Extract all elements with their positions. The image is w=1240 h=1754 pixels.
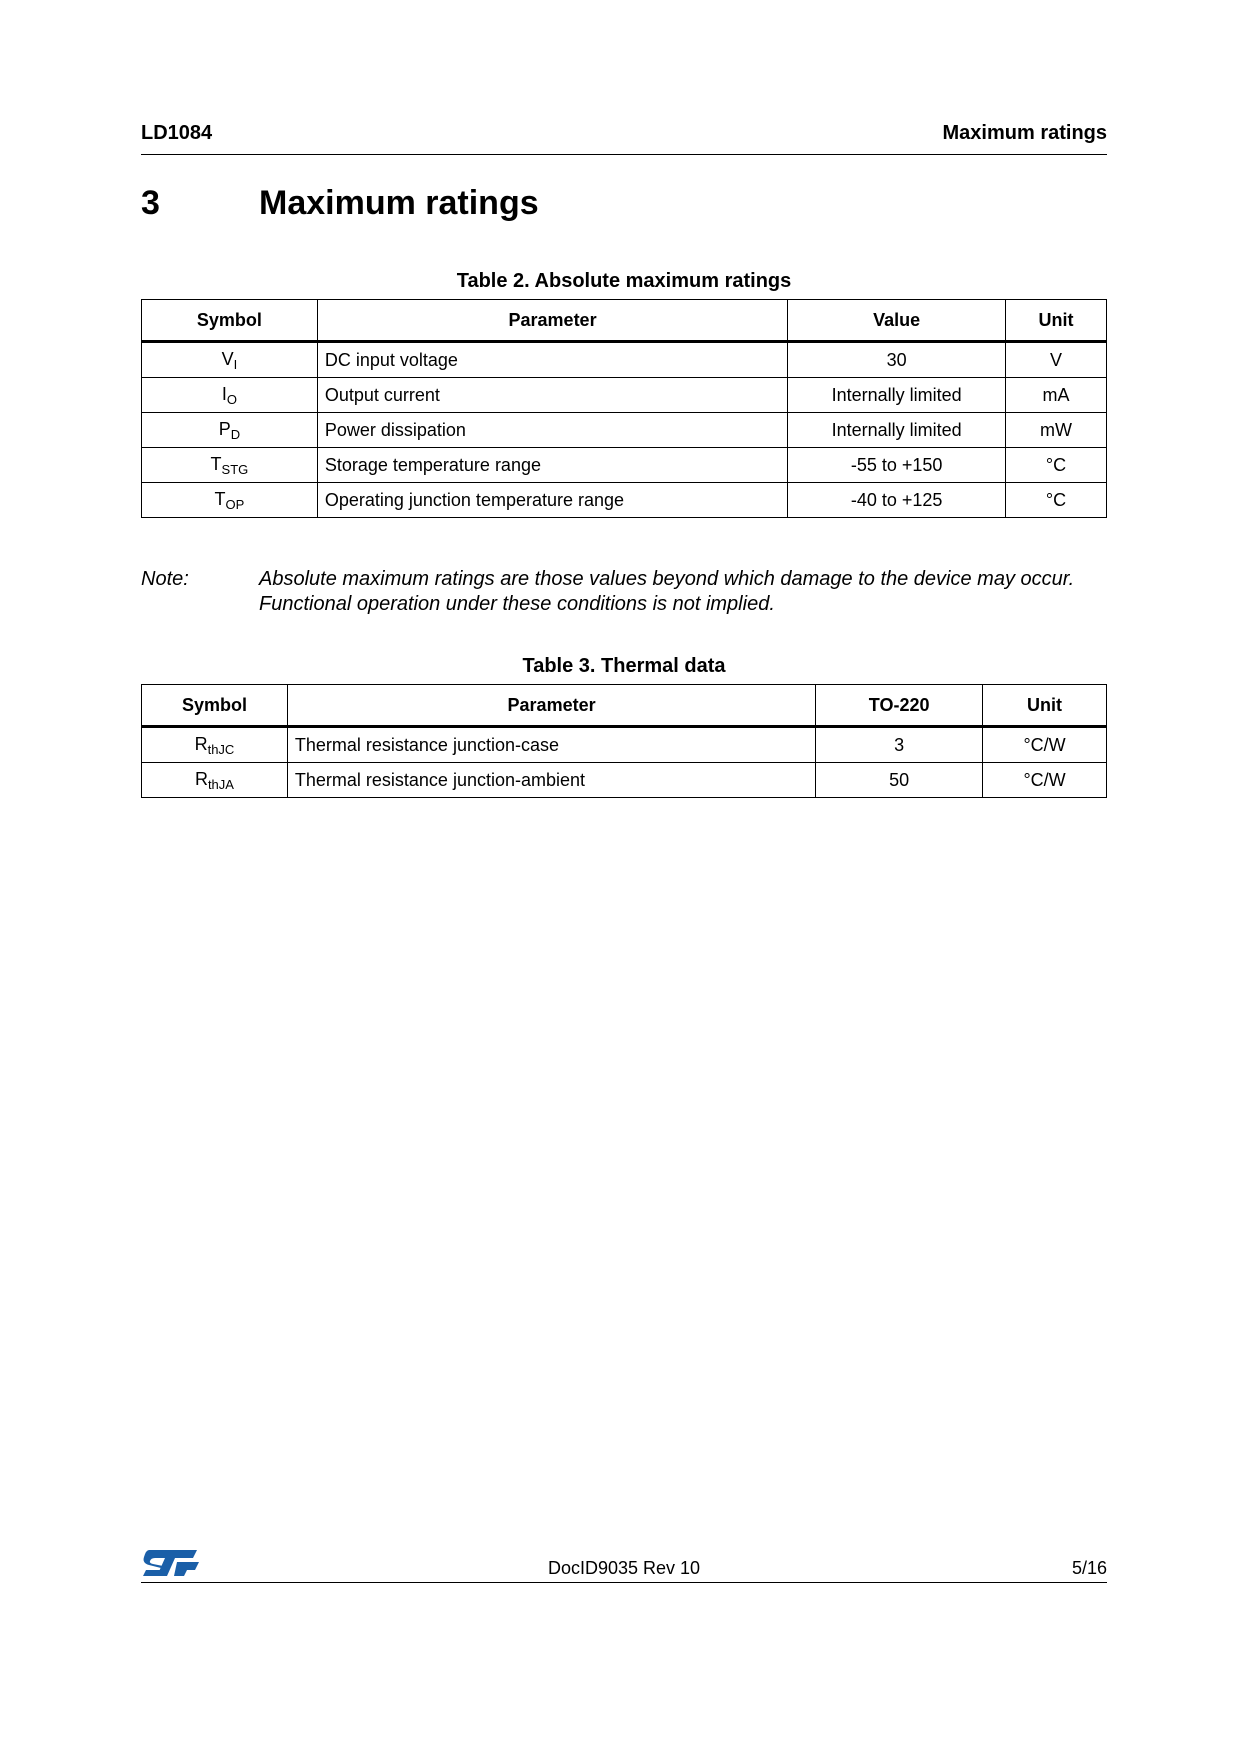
note-text [259,567,1119,617]
table-row [142,413,1107,448]
absolute-max-ratings-table [141,299,1107,518]
header-doc-name: LD1084 [141,122,213,144]
table-row [142,448,1107,483]
parameter-cell: Output current [317,378,787,413]
unit-cell: °C [1006,448,1107,483]
table-row [142,483,1107,518]
table-row [142,727,1107,763]
table-header-row [142,300,1107,342]
symbol-cell: $I_O$ [142,378,318,413]
table-header-row [142,685,1107,727]
table-row [142,378,1107,413]
page-header [141,120,1107,155]
footer-doc-id: DocID9035 Rev 10 [547,1558,701,1578]
parameter-cell: Thermal resistance junction-case [287,727,815,763]
symbol-cell: $V_I$ [142,342,318,378]
col-header-parameter: Parameter [287,685,815,727]
section-title: Maximum ratings [259,184,539,222]
note-label: Note: [141,568,189,590]
section-number: 3 [141,184,160,222]
col-header-value: Value [788,300,1006,342]
table2-caption: Table 2. Absolute maximum ratings [456,270,792,292]
symbol-cell: $P_D$ [142,413,318,448]
parameter-cell: Storage temperature range [317,448,787,483]
note-line-1: Absolute maximum ratings are those values beyond which damage to the device may occur. [259,568,1075,590]
col-header-package: TO-220 [816,685,983,727]
unit-cell: mA [1006,378,1107,413]
parameter-cell: Power dissipation [317,413,787,448]
page-footer [141,1546,1107,1583]
col-header-unit: Unit [1006,300,1107,342]
value-cell: 50 [816,763,983,798]
table-row [142,763,1107,798]
value-cell: Internally limited [788,413,1006,448]
unit-cell: V [1006,342,1107,378]
col-header-symbol: Symbol [142,685,288,727]
col-header-parameter: Parameter [317,300,787,342]
unit-cell: °C/W [983,727,1107,763]
symbol-cell: $R_{thJC}$ [142,727,288,763]
parameter-cell: Operating junction temperature range [317,483,787,518]
unit-cell: °C [1006,483,1107,518]
header-section-title: Maximum ratings [942,122,1107,144]
unit-cell: mW [1006,413,1107,448]
parameter-cell: Thermal resistance junction-ambient [287,763,815,798]
col-header-symbol: Symbol [142,300,318,342]
value-cell: Internally limited [788,378,1006,413]
value-cell: 3 [816,727,983,763]
parameter-cell: DC input voltage [317,342,787,378]
footer-page-number: 5/16 [1071,1558,1107,1578]
symbol-cell: $R_{thJA}$ [142,763,288,798]
symbol-cell: $T_{STG}$ [142,448,318,483]
table3-caption: Table 3. Thermal data [522,655,726,677]
value-cell: 30 [788,342,1006,378]
thermal-data-table [141,684,1107,798]
note-line-2: Functional operation under these conditions is not implied. [259,593,775,615]
symbol-cell: $T_{OP}$ [142,483,318,518]
value-cell: -55 to +150 [788,448,1006,483]
unit-cell: °C/W [983,763,1107,798]
table-row [142,342,1107,378]
value-cell: -40 to +125 [788,483,1006,518]
col-header-unit: Unit [983,685,1107,727]
